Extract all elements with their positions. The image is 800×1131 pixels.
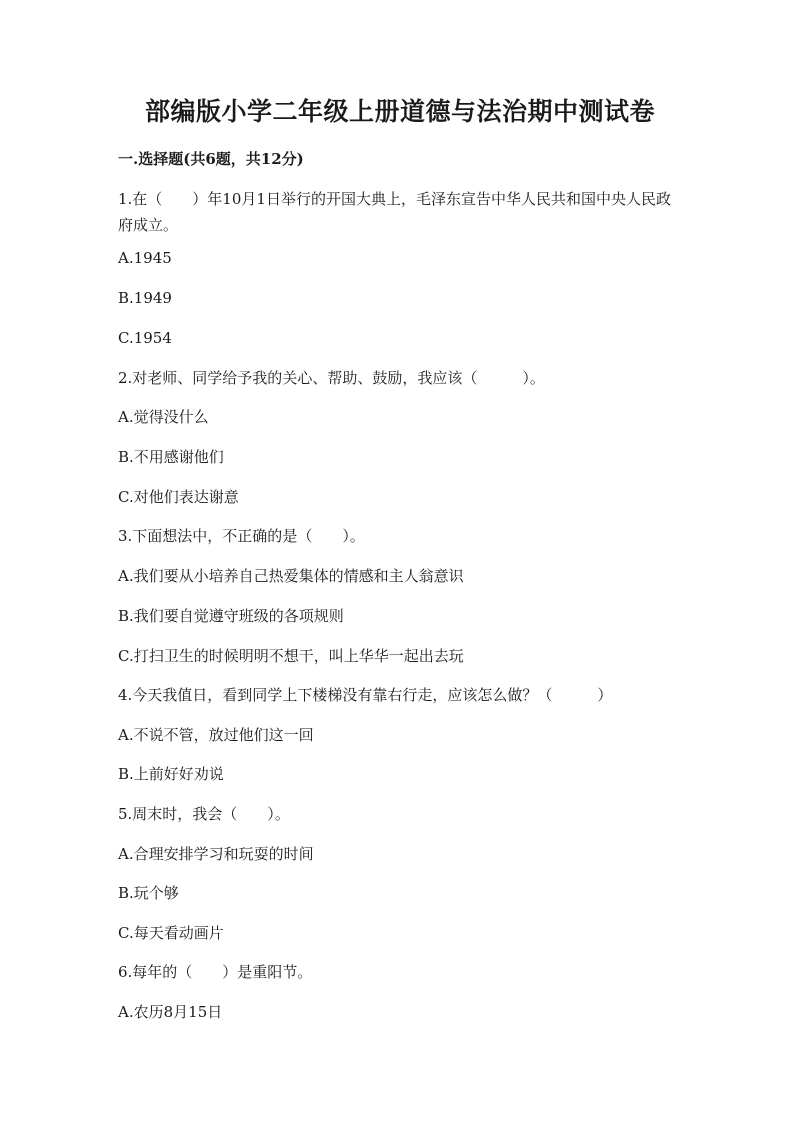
question-5-option-b: B.玩个够 [118, 884, 179, 902]
question-1-option-b: B.1949 [118, 289, 172, 307]
question-5-option-a: A.合理安排学习和玩耍的时间 [118, 845, 314, 863]
question-4-stem: 4.今天我值日，看到同学上下楼梯没有靠右行走，应该怎么做？（ ） [118, 686, 613, 704]
question-1-stem: 1.在（ ）年10月1日举行的开国大典上，毛泽东宣告中华人民共和国中央人民政府成立。 [118, 190, 671, 234]
question-1-option-a: A.1945 [118, 249, 172, 267]
question-3-option-c: C.打扫卫生的时候明明不想干，叫上华华一起出去玩 [118, 647, 464, 665]
question-3-option-b: B.我们要自觉遵守班级的各项规则 [118, 607, 344, 625]
question-2-option-c: C.对他们表达谢意 [118, 488, 239, 506]
question-4-option-b: B.上前好好劝说 [118, 765, 224, 783]
page-title: 部编版小学二年级上册道德与法治期中测试卷 [144, 97, 655, 126]
question-2-option-a: A.觉得没什么 [118, 408, 209, 426]
question-1-option-c: C.1954 [118, 329, 172, 347]
question-5-option-c: C.每天看动画片 [118, 924, 224, 942]
section-header: 一.选择题(共6题，共12分) [118, 150, 304, 168]
question-2-stem: 2.对老师、同学给予我的关心、帮助、鼓励，我应该（ ）。 [118, 369, 545, 387]
question-4-option-a: A.不说不管，放过他们这一回 [118, 726, 314, 744]
question-3-option-a: A.我们要从小培养自己热爱集体的情感和主人翁意识 [118, 567, 464, 585]
question-3-stem: 3.下面想法中，不正确的是（ ）。 [118, 527, 365, 545]
question-2-option-b: B.不用感谢他们 [118, 448, 224, 466]
question-6-stem: 6.每年的（ ）是重阳节。 [118, 963, 313, 981]
question-6-option-a: A.农历8月15日 [118, 1003, 223, 1021]
question-5-stem: 5.周末时，我会（ ）。 [118, 805, 290, 823]
